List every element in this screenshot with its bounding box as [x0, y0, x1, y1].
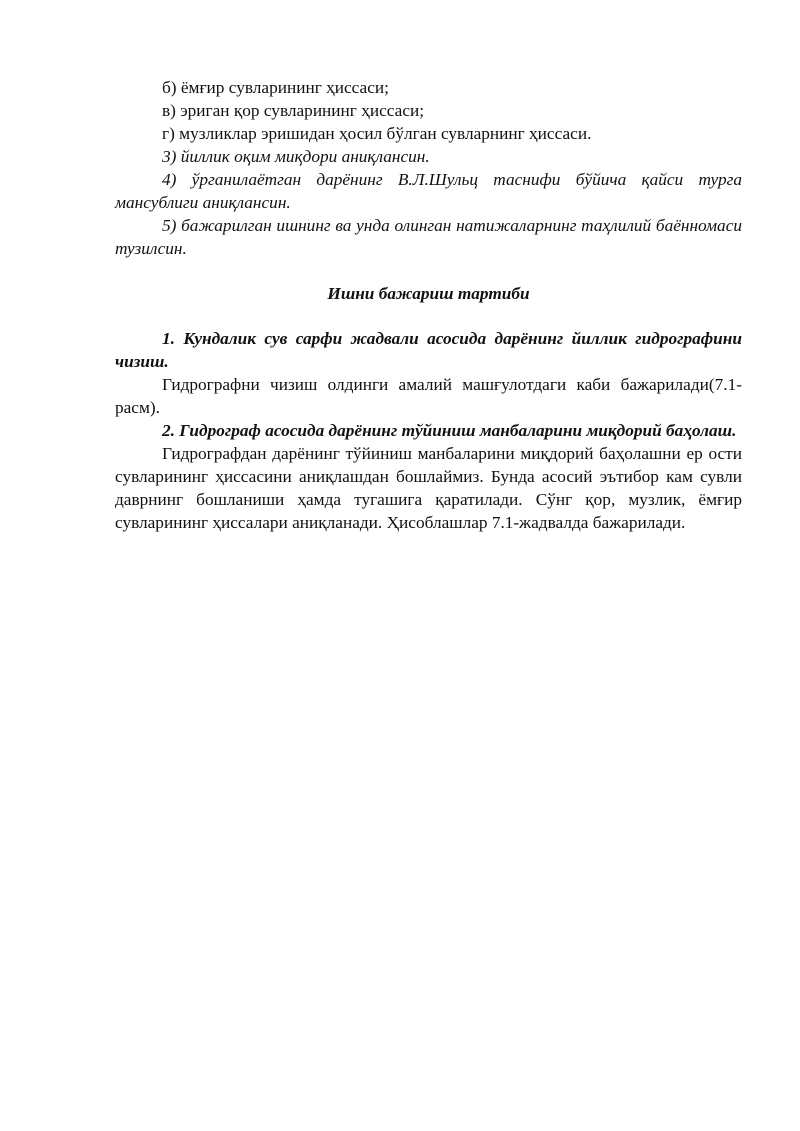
document-page — [115, 76, 742, 534]
step-1-text: Гидрографни чизиш олдинги амалий машғулотдаги каби бажарилади(7.1-расм). — [115, 375, 742, 417]
list-item-v: в) эриган қор сувларининг ҳиссаси; — [162, 101, 425, 120]
list-item-b: б) ёмғир сувларининг ҳиссаси; — [162, 78, 389, 97]
spacer — [115, 305, 742, 327]
task-5: 5) бажарилган ишнинг ва унда олинган натижаларнинг таҳлилий баённомаси тузилсин. — [115, 216, 742, 258]
task-3: 3) йиллик оқим миқдори аниқлансин. — [162, 147, 430, 166]
task-4: 4) ўрганилаётган дарёнинг В.Л.Шульц таснифи бўйича қайси турга мансублиги аниқлансин. — [115, 170, 742, 212]
step-1-heading: 1. Кундалик сув сарфи жадвали асосида дарёнинг йиллик гидрографини чизиш. — [115, 329, 742, 371]
step-2-heading: 2. Гидрограф асосида дарёнинг тўйиниш манбаларини миқдорий баҳолаш. — [162, 421, 737, 440]
list-item-g: г) музликлар эришидан ҳосил бўлган сувларнинг ҳиссаси. — [162, 124, 592, 143]
section-title: Ишни бажариш тартиби — [327, 284, 530, 303]
step-2-text: Гидрографдан дарёнинг тўйиниш манбаларини миқдорий баҳолашни ер ости сувларининг ҳиссасини аниқлашдан бошлаймиз. Бунда асосий эътибор кам сувли даврнинг бошланиши ҳамда тугашига қаратилади. Сўнг қор, музлик, ёмғир сувларининг ҳиссалари аниқланади. Ҳисоблашлар 7.1-жадвалда бажарилади. — [115, 444, 742, 532]
spacer — [115, 260, 742, 282]
